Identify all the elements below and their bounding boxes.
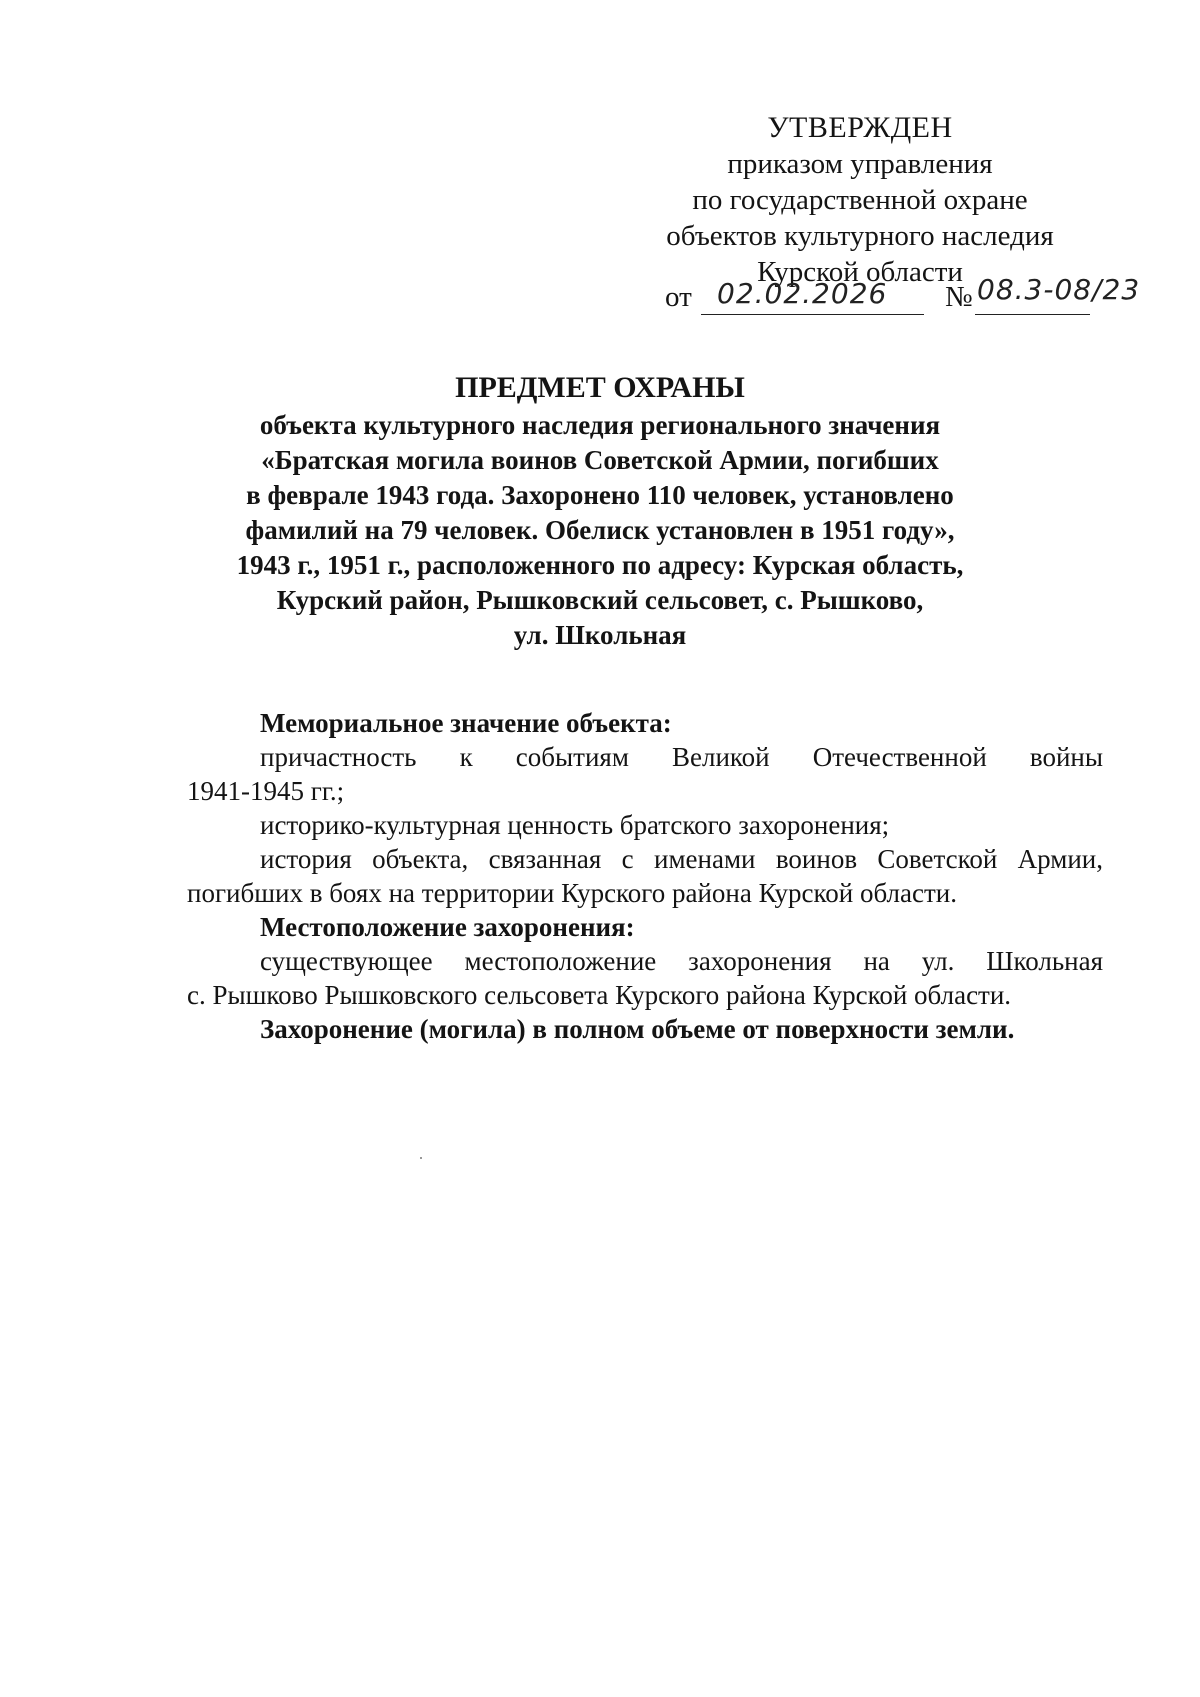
heading-line: в феврале 1943 года. Захоронено 110 человек, установлено — [246, 480, 954, 510]
location-text-cont: с. Рышково Рышковского сельсовета Курского района Курской области. — [187, 980, 1012, 1010]
approval-line: по государственной охране — [692, 184, 1028, 216]
approval-stamp — [640, 110, 1080, 290]
heading-line: объекта культурного наследия регионального значения — [259, 410, 941, 440]
handwritten-date: 02.02.2026 — [717, 277, 888, 310]
heading-line: фамилий на 79 человек. Обелиск установлен в 1951 году», — [245, 515, 955, 545]
memorial-heading: Мемориальное значение объекта: — [260, 708, 672, 738]
order-reference — [665, 273, 1145, 323]
approval-line: Курской области — [757, 256, 963, 288]
document-heading — [150, 370, 1050, 653]
memorial-item-1-cont: 1941-1945 гг.; — [187, 776, 345, 806]
date-prefix: от — [665, 281, 692, 313]
heading-title: ПРЕДМЕТ ОХРАНЫ — [455, 371, 745, 404]
date-underline — [701, 314, 924, 315]
approval-line: приказом управления — [727, 148, 993, 180]
heading-line: «Братская могила воинов Советской Армии, погибших — [261, 445, 939, 475]
number-underline — [975, 314, 1090, 315]
memorial-item-2: историко-культурная ценность братского захоронения; — [260, 810, 890, 840]
approval-title: УТВЕРЖДЕН — [767, 111, 953, 144]
location-heading: Местоположение захоронения: — [260, 912, 635, 942]
heading-line: 1943 г., 1951 г., расположенного по адресу: Курская область, — [236, 550, 964, 580]
memorial-item-3-cont: погибших в боях на территории Курского района Курской области. — [187, 878, 957, 908]
document-body — [187, 706, 1103, 1046]
location-text: существующее местоположение захоронения на ул. Школьная — [260, 946, 1103, 976]
heading-line: Курский район, Рышковский сельсовет, с. Рышково, — [276, 585, 924, 615]
memorial-item-1: причастность к событиям Великой Отечественной войны — [260, 742, 1103, 772]
handwritten-number: 08.3-08/23 — [977, 273, 1141, 306]
number-prefix: № — [945, 281, 973, 313]
burial-statement: Захоронение (могила) в полном объеме от поверхности земли. — [260, 1014, 1015, 1044]
memorial-item-3: история объекта, связанная с именами воинов Советской Армии, — [260, 844, 1103, 874]
heading-line: ул. Школьная — [513, 620, 687, 650]
approval-line: объектов культурного наследия — [666, 220, 1054, 252]
scan-speck — [420, 1157, 422, 1159]
